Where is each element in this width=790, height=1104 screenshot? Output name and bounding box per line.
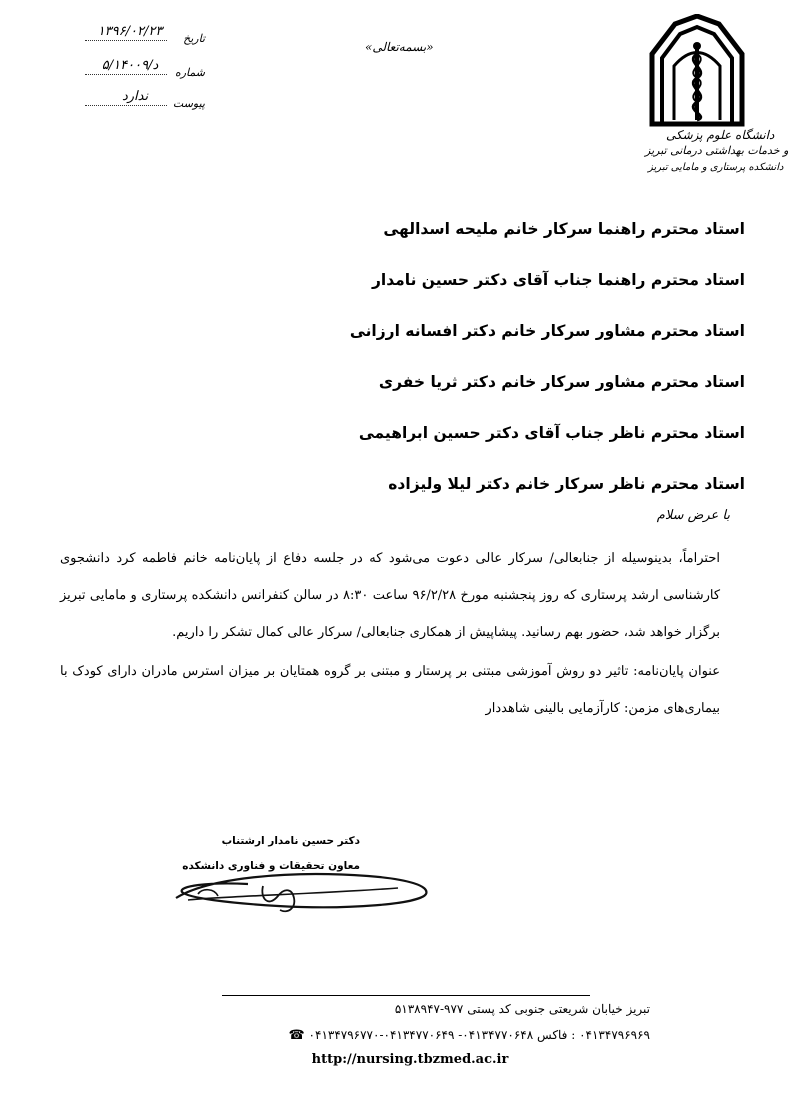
date-field [75,24,205,46]
footer-phone-fax [160,1028,650,1043]
date-value: ۱۳۹۶/۰۲/۲۳ [97,24,163,39]
attachment-value: ندارد [121,89,149,104]
logo-emblem-icon [640,14,755,184]
basmala: «بسمه‌تعالی» [365,40,434,54]
recipient-line: استاد محترم ناظر جناب آقای دکتر حسین ابراهیمی [358,424,745,442]
phone-fax-numbers: ۰۴۱۳۴۷۹۶۹۶۹ : فاکس ۰۴۱۳۴۷۷۰۶۴۸- ۰۴۱۳۴۷۷۰۶۴۹-۰۴۱۳۴۷۹۶۷۷۰ [308,1028,650,1042]
recipient-line: استاد محترم ناظر سرکار خانم دکتر لیلا ولیزاده [388,475,745,493]
date-dotted-line [85,40,167,41]
letter-body [60,540,720,727]
attachment-dotted-line [85,105,167,106]
logo-text-2: و خدمات بهداشتی درمانی تبریز [645,144,789,157]
footer-divider [222,995,590,996]
number-field [75,58,205,80]
number-value: ۵/د/۱۴۰۰۹ [101,58,159,73]
logo-text-1: دانشگاه علوم پزشکی [666,128,775,142]
invitation-paragraph: احتراماً، بدینوسیله از جنابعالی/ سرکار عالی دعوت می‌شود که در جلسه دفاع از پایان‌نامه خانم فاطمه کرد دانشجوی کارشناسی ارشد پرستاری که روز پنجشنبه مورخ ۹۶/۲/۲۸ ساعت ۸:۳۰ در سالن کنفرانس دانشکده پرستاری و مامایی تبریز برگزار خواهد شد، حضور بهم رسانید. پیشاپیش از همکاری جنابعالی/ سرکار عالی کمال تشکر را داریم. [60,551,721,640]
recipients-list [345,212,745,518]
footer-address: تبریز خیابان شریعتی جنوبی کد پستی ۹۷۷-۵۱۳۸۹۴۷ [394,1002,650,1016]
number-dotted-line [85,74,167,75]
attachment-field [75,89,205,111]
number-label: شماره [174,66,205,79]
telephone-icon: ☎ [288,1028,305,1043]
thesis-title-paragraph: عنوان پایان‌نامه: تاثیر دو روش آموزشی مبتنی بر پرستار و مبتنی بر گروه همتایان بر میزان استرس مادران دارای کودک با بیماری‌های مزمن: کارآزمایی بالینی شاهددار [60,664,720,716]
recipient-line: استاد محترم مشاور سرکار خانم دکتر افسانه ارزانی [349,322,745,340]
recipient-line: استاد محترم راهنما سرکار خانم ملیحه اسدالهی [383,220,745,238]
salutation: با عرض سلام [656,508,730,523]
recipient-line: استاد محترم راهنما جناب آقای دکتر حسین نامدار [371,271,745,289]
university-logo [640,14,789,184]
handwritten-signature [168,848,438,928]
logo-text-3: دانشکده پرستاری و مامایی تبریز [648,162,784,173]
recipient-line: استاد محترم مشاور سرکار خانم دکتر ثریا خفری [378,373,745,391]
website-url[interactable]: http://nursing.tbzmed.ac.ir [311,1052,509,1067]
attachment-label: پیوست [172,97,205,110]
signatory-title: معاون تحقیقات و فناوری دانشکده [182,860,360,872]
signatory-name: دکتر حسین نامدار ارشتناب [221,835,360,847]
date-label: تاریخ [183,32,205,45]
